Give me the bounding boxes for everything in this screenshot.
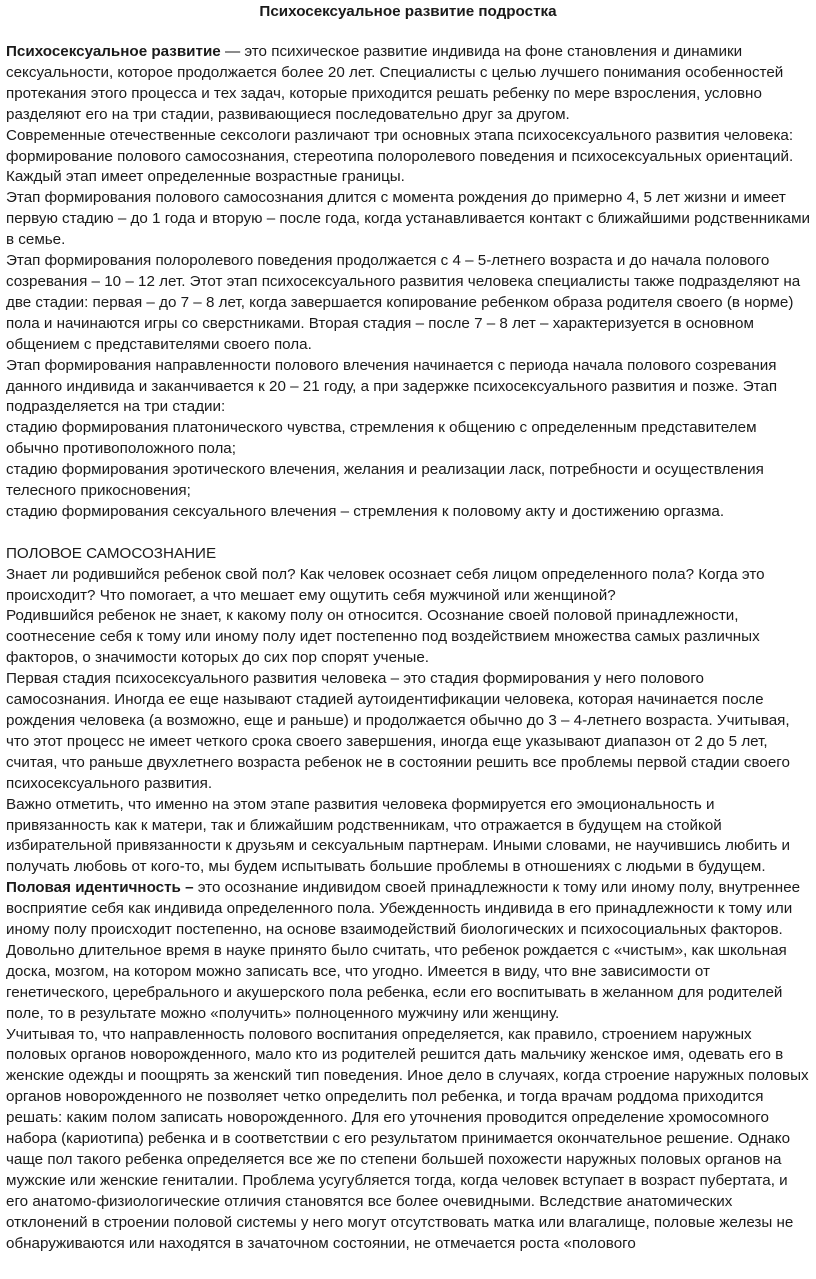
paragraph-stage-self-awareness: Этап формирования полового самосознания длится с момента рождения до примерно 4, 5 лет жизни и имеет первую стадию – до 1 года и вторую – после года, когда устанавливается контакт с ближайшими родственниками в семье.	[6, 189, 810, 249]
paragraph-questions: Знает ли родившийся ребенок свой пол? Как человек осознает себя лицом определенного пола? Когда это происходит? Что помогает, а что мешает ему ощутить себя мужчиной или женщиной?	[6, 565, 765, 604]
list-item-sexual: стадию формирования сексуального влечения – стремления к половому акту и достижению оргазма.	[6, 502, 725, 520]
paragraph-gender-identity-text: это осознание индивидом своей принадлежности к тому или иному полу, внутреннее восприятие себя как индивида определенного пола. Убежденность индивида в его принадлежности к тому или иному полу происходит постепенно, на основе взаимодействий биологических и психосоциальных факторов.	[6, 879, 801, 939]
document-title: Психосексуальное развитие подростка	[259, 3, 557, 20]
paragraph-upbringing: Учитывая то, что направленность полового воспитания определяется, как правило, строением наружных половых органов новорожденного, мало кто из родителей решится дать мальчику женское имя, одевать его в женские одежды и поощрять за женский тип поведения. Иное дело в случаях, когда строение наружных половых органов новорожденного не позволяет четко определить пол ребенка, и тогда врачам роддома приходится решать: каким полом записать новорожденного. Для его уточнения проводится определение хромосомного набора (кариотипа) ребенка и в соответствии с его результатом принимается окончательное решение. Однако чаще пол такого ребенка определяется все же по степени большей похожести наружных половых органов на мужские или женские гениталии. Проблема усугубляется тогда, когда человек вступает в возраст пубертата, и его анатомо-физиологические отличия становятся все более очевидными. Вследствие анатомических отклонений в строении половой системы у него могут отсутствовать матка или влагалище, половые железы не обнаруживаются или находятся в зачаточном состоянии, не отмечается роста «полового	[6, 1025, 809, 1252]
paragraph-first-stage: Первая стадия психосексуального развития человека – это стадия формирования у него полового самосознания. Иногда ее еще называют стадией аутоидентификации человека, которая начинается после рождения человека (а возможно, еще и раньше) и продолжается обычно до 3 – 4-летнего возраста. Учитывая, что этот процесс не имеет четкого срока своего завершения, иногда еще указывают диапазон от 2 до 5 лет, считая, что раньше двухлетнего возраста ребенок не в состоянии решить все проблемы первой стадии своего психосексуального развития.	[6, 670, 790, 792]
paragraph-newborn: Родившийся ребенок не знает, к какому полу он относится. Осознание своей половой принадлежности, соотнесение себя к тому или иному полу идет постепенно под воздействием множества самых различных факторов, о значимости которых до сих пор спорят ученые.	[6, 607, 760, 667]
term-gender-identity: Половая идентичность –	[6, 879, 194, 897]
section-heading: ПОЛОВОЕ САМОСОЗНАНИЕ	[6, 544, 217, 562]
paragraph-stages-overview: Современные отечественные сексологи различают три основных этапа психосексуального развития человека: формирование полового самосознания, стереотипа полоролевого поведения и психосексуальных ориентаций. Каждый этап имеет определенные возрастные границы.	[6, 126, 794, 186]
paragraph-blank-slate: Довольно длительное время в науке принято было считать, что ребенок рождается с «чистым», как школьная доска, мозгом, на котором можно записать все, что угодно. Имеется в виду, что вне зависимости от генетического, церебрального и акушерского пола ребенка, если его воспитывать в желанном для родителей поле, то в результате можно «получить» полноценного мужчину или женщину.	[6, 941, 787, 1022]
paragraph-intro-text: — это психическое развитие индивида на фоне становления и динамики сексуальности, которое продолжается более 20 лет. Специалисты с целью лучшего понимания особенностей протекания этого процесса и тех задач, которые приходится решать ребенку по мере взросления, условно разделяют его на три стадии, развивающиеся последовательно друг за другом.	[6, 43, 784, 123]
title-gap	[6, 22, 810, 42]
paragraph-stage-orientation: Этап формирования направленности полового влечения начинается с периода начала полового созревания данного индивида и заканчивается к 20 – 21 году, а при задержке психосексуального развития и позже. Этап подразделяется на три стадии:	[6, 356, 778, 416]
section-gap	[6, 523, 810, 544]
paragraph-intro	[6, 42, 810, 126]
paragraph-emotionality: Важно отметить, что именно на этом этапе развития человека формируется его эмоциональность и привязанность как к матери, так и ближайшим родственникам, что отражается в будущем на стойкой избирательной привязанности к друзьям и сексуальным партнерам. Иными словами, не научившись любить и получать любовь от кого-то, мы будем испытывать большие проблемы в отношениях с людьми в будущем.	[6, 795, 791, 876]
term-psychosexual-development: Психосексуальное развитие	[6, 43, 221, 60]
paragraph-stage-role-behavior: Этап формирования полоролевого поведения продолжается с 4 – 5-летнего возраста и до начала полового созревания – 10 – 12 лет. Этот этап психосексуального развития человека специалисты также подразделяют на две стадии: первая – до 7 – 8 лет, когда завершается копирование ребенком образа родителя своего (в норме) пола и начинаются игры со сверстниками. Вторая стадия – после 7 – 8 лет – характеризуется в основном общением с представителями своего пола.	[6, 252, 801, 353]
paragraph-gender-identity	[6, 878, 810, 941]
list-item-platonic: стадию формирования платонического чувства, стремления к общению с определенным представителем обычно противоположного пола;	[6, 419, 757, 458]
list-item-erotic: стадию формирования эротического влечения, желания и реализации ласк, потребности и осуществления телесного прикосновения;	[6, 461, 764, 500]
